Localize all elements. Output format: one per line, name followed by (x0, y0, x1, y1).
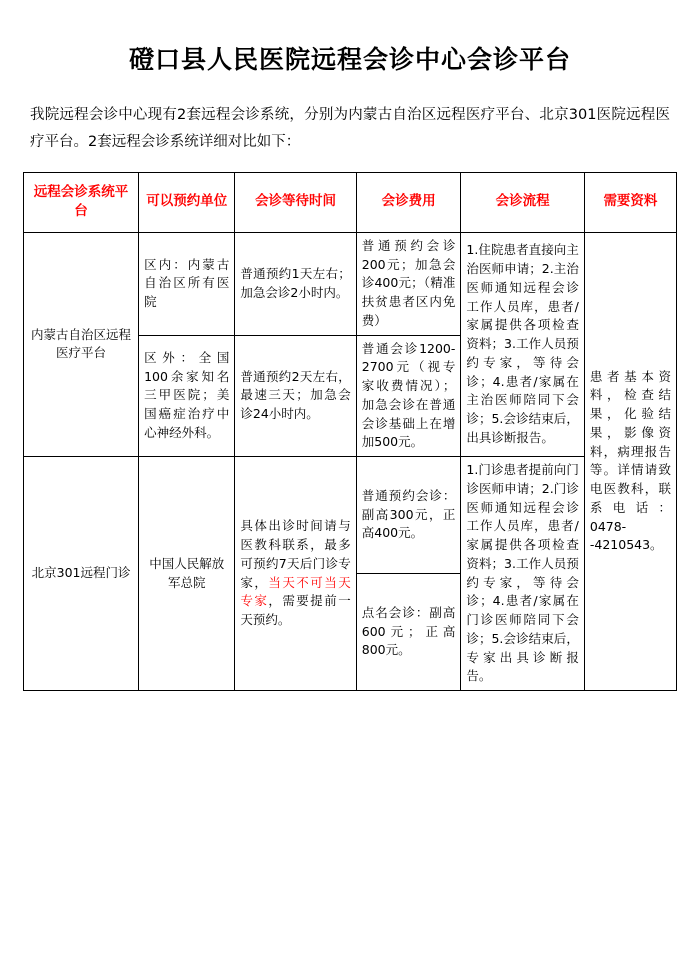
header-unit: 可以预约单位 (139, 172, 235, 232)
table-header-row (24, 172, 677, 232)
cell-platform-1-flow: 1.住院患者直接向主治医师申请；2.主治医师通知远程会诊工作人员库，患者/家属提供各项检查资料；3.工作人员预约专家，等待会诊；4.患者/家属在主治医师陪同下会诊；5.会诊结束后，出具诊断报告。 (461, 232, 584, 456)
cell-platform-2-unit: 中国人民解放军总院 (139, 457, 235, 691)
wait-text-highlight: 当天不可当天专家 (240, 574, 351, 609)
cell-platform-1-name: 内蒙古自治区远程医疗平台 (24, 232, 139, 456)
cell-platform-2-fee-1: 普通预约会诊：副高300元，正高400元。 (356, 457, 461, 574)
wait-text-prefix: 具体出诊时间请与医教科联系，最多可预约7天后门诊专家， (240, 518, 351, 590)
cell-platform-1-fee-2: 普通会诊1200-2700元（视专家收费情况）；加急会诊在普通会诊基础上在增加500元。 (356, 335, 461, 457)
header-platform: 远程会诊系统平台 (24, 172, 139, 232)
table-row (24, 457, 677, 574)
wait-text-suffix: ，需要提前一天预约。 (240, 593, 351, 627)
document-page (0, 40, 700, 953)
cell-platform-2-fee-2: 点名会诊：副高600元；正高800元。 (356, 574, 461, 691)
cell-platform-2-flow: 1.门诊患者提前向门诊医师申请；2.门诊医师通知远程会诊工作人员库，患者/家属提供各项检查资料；3.工作人员预约专家，等待会诊；4.患者/家属在门诊医师陪同下会诊；5.会诊结束后，专家出具诊断报告。 (461, 457, 584, 691)
cell-materials: 患者基本资料，检查结果，化验结果，影像资料，病理报告等。详情请致电医教科，联系电话：0478--4210543。 (584, 232, 676, 690)
header-process: 会诊流程 (461, 172, 584, 232)
cell-platform-1-unit-2: 区外：全国100余家知名三甲医院；美国癌症治疗中心神经外科。 (139, 335, 235, 457)
comparison-table (23, 172, 677, 691)
cell-platform-2-wait (235, 457, 356, 691)
header-materials: 需要资料 (584, 172, 676, 232)
header-fee: 会诊费用 (356, 172, 461, 232)
intro-paragraph: 我院远程会诊中心现有2套远程会诊系统，分别为内蒙古自治区远程医疗平台、北京301医院远程医疗平台。2套远程会诊系统详细对比如下： (30, 107, 670, 150)
cell-platform-2-name: 北京301远程门诊 (24, 457, 139, 691)
table-row (24, 232, 677, 335)
cell-platform-1-unit-1: 区内：内蒙古自治区所有医院 (139, 232, 235, 335)
page-title: 磴口县人民医院远程会诊中心会诊平台 (128, 45, 571, 74)
header-wait-time: 会诊等待时间 (235, 172, 356, 232)
cell-platform-1-wait-1: 普通预约1天左右；加急会诊2小时内。 (235, 232, 356, 335)
cell-platform-1-fee-1: 普通预约会诊200元；加急会诊400元；（精准扶贫患者区内免费） (356, 232, 461, 335)
cell-platform-1-wait-2: 普通预约2天左右，最速三天；加急会诊24小时内。 (235, 335, 356, 457)
